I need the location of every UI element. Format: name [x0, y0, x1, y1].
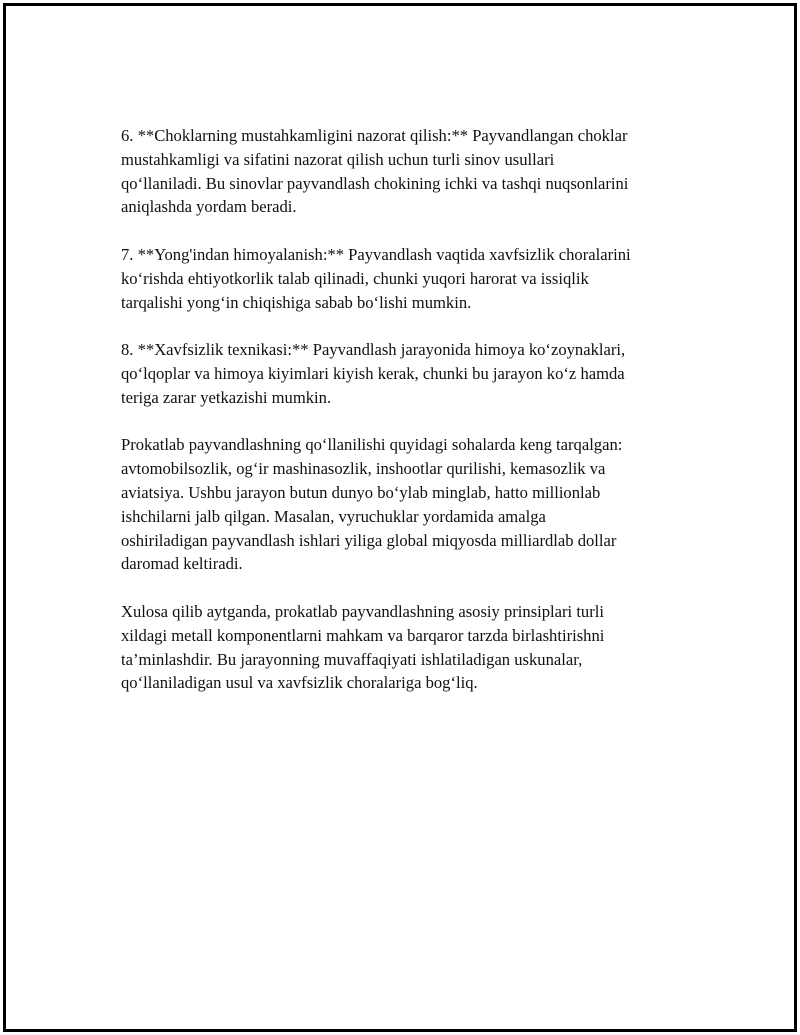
paragraph-item-7	[121, 243, 701, 314]
text-line: ishchilarni jalb qilgan. Masalan, vyruchuklar yordamida amalga	[121, 506, 546, 526]
text-line: Xulosa qilib aytganda, prokatlab payvandlashning asosiy prinsiplari turli	[121, 601, 604, 621]
text-line: aviatsiya. Ushbu jarayon butun dunyo bo‘ylab minglab, hatto millionlab	[121, 482, 601, 502]
text-line: Prokatlab payvandlashning qo‘llanilishi quyidagi sohalarda keng tarqalgan:	[121, 435, 623, 455]
text-line: tarqalishi yong‘in chiqishiga sabab bo‘lishi mumkin.	[121, 292, 472, 312]
text-line: avtomobilsozlik, og‘ir mashinasozlik, inshootlar qurilishi, kemasozlik va	[121, 459, 606, 479]
paragraph-conclusion	[121, 600, 701, 695]
text-line: ko‘rishda ehtiyotkorlik talab qilinadi, chunki yuqori harorat va issiqlik	[121, 268, 589, 288]
document-body	[121, 124, 701, 719]
text-line: xildagi metall komponentlarni mahkam va barqaror tarzda birlashtirishni	[121, 625, 605, 645]
page-border	[3, 3, 797, 1032]
text-line: aniqlashda yordam beradi.	[121, 197, 297, 217]
text-line: 8. **Xavfsizlik texnikasi:** Payvandlash jarayonida himoya ko‘zoynaklari,	[121, 340, 626, 360]
paragraph-item-6	[121, 124, 701, 219]
paragraph-applications	[121, 433, 701, 576]
text-line: oshiriladigan payvandlash ishlari yiliga global miqyosda milliardlab dollar	[121, 530, 617, 550]
text-line: qo‘lqoplar va himoya kiyimlari kiyish kerak, chunki bu jarayon ko‘z hamda	[121, 363, 625, 383]
text-line: mustahkamligi va sifatini nazorat qilish uchun turli sinov usullari	[121, 149, 555, 169]
text-line: qo‘llaniladigan usul va xavfsizlik choralariga bog‘liq.	[121, 673, 478, 693]
text-line: 6. **Choklarning mustahkamligini nazorat qilish:** Payvandlangan choklar	[121, 126, 628, 145]
text-line: teriga zarar yetkazishi mumkin.	[121, 387, 332, 407]
text-line: daromad keltiradi.	[121, 554, 243, 574]
text-line: ta’minlashdir. Bu jarayonning muvaffaqiyati ishlatiladigan uskunalar,	[121, 649, 583, 669]
text-line: qo‘llaniladi. Bu sinovlar payvandlash chokining ichki va tashqi nuqsonlarini	[121, 173, 629, 193]
paragraph-item-8	[121, 338, 701, 409]
text-line: 7. **Yong'indan himoyalanish:** Payvandlash vaqtida xavfsizlik choralarini	[121, 244, 631, 264]
